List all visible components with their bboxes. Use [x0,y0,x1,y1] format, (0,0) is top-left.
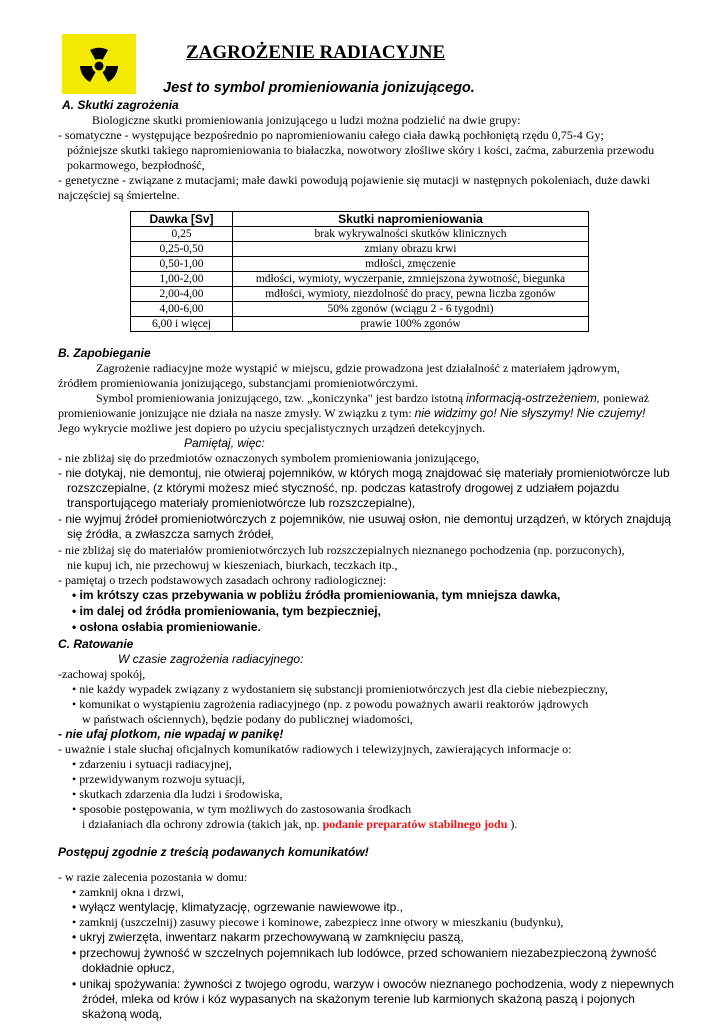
table-row [131,227,589,242]
table-header-cell: Dawka [Sv] [131,212,233,227]
radiation-trefoil-icon [62,34,136,94]
effect-cell: 50% zgonów (wciągu 2 - 6 tygodni) [233,302,589,317]
section-c-heading: C. Ratowanie [58,637,134,651]
dose-cell: 0,50-1,00 [131,257,233,272]
list-item: • przechowuj żywność w szczelnych pojemnikach lub lodówce, przed schowaniem niezabezpieczoną żywność [72,946,657,960]
effect-cell: mdłości, wymioty, wyczerpanie, zmniejszona żywotność, biegunka [233,272,589,287]
section-b-line: Jego wykrycie możliwe jest dopiero po użyciu specjalistycznych urządzeń detekcyjnych. [58,421,486,435]
section-b-line: źródłem promieniowania jonizującego, substancjami promieniotwórczymi. [58,376,418,390]
list-item: rozszczepialne, (z którymi możesz mieć styczność, np. podczas katastrofy drogowej z udziałem pojazdu [67,481,620,495]
table-row [131,287,589,302]
rule-item: • im krótszy czas przebywania w pobliżu źródła promieniowania, tym mniejsza dawka, [72,588,561,602]
list-item: • wyłącz wentylację, klimatyzację, ogrzewanie nawiewowe itp., [72,900,404,914]
section-b-line: Zagrożenie radiacyjne może wystąpić w miejscu, gdzie prowadzona jest działalność z materiałem jądrowym, [96,361,620,375]
effect-cell: zmiany obrazu krwi [233,242,589,257]
table-row [131,302,589,317]
table-row [131,317,589,332]
list-item: skażoną wodą, [82,1007,163,1021]
section-a-line: najczęściej są śmiertelne. [58,188,180,202]
list-item: • nie każdy wypadek związany z wydostaniem się substancji promieniotwórczych jest dla ciebie niebezpieczny, [72,682,608,696]
list-item: - w razie zalecenia pozostania w domu: [58,870,248,884]
section-a-line: późniejsze skutki takiego napromieniowania to białaczka, nowotwory złośliwe skóry i kości, zaćma, zaburzenia przewodu [67,143,655,157]
section-a-line: - somatyczne - występujące bezpośrednio po napromieniowaniu całego ciała dawką pochłoniętą rzędu 0,75-4 Gy; [58,128,604,142]
list-item [82,817,517,832]
list-item: -zachowaj spokój, [58,667,146,681]
list-item: • ukryj zwierzęta, inwentarz nakarm przechowywaną w zamknięciu paszą, [72,930,464,944]
list-item: nie kupuj ich, nie przechowuj w kieszeniach, biurkach, teczkach itp., [67,558,398,572]
list-item: - nie wyjmuj źródeł promieniotwórczych z pojemników, nie usuwaj osłon, nie demontuj urządzeń, w których znajdują [58,512,671,526]
list-item: • skutkach zdarzenia dla ludzi i środowiska, [72,787,283,801]
list-item: źródeł, mleka od krów i kóz wypasanych na skażonym terenie lub karmionych skażoną paszą i pojonych [82,992,635,1006]
text-span: promieniowanie jonizujące nie działa na nasze zmysły. W związku z tym: [58,406,415,420]
dose-cell: 0,25 [131,227,233,242]
dose-cell: 2,00-4,00 [131,287,233,302]
text-span: Symbol promieniowania jonizującego, tzw. „koniczynka" jest bardzo istotną [96,391,467,405]
radiation-logo [62,34,136,94]
list-item: - nie zbliżaj się do materiałów promieniotwórczych lub rozszczepialnych nieznanego pochodzenia (np. porzuconych), [58,543,625,557]
list-item: • zdarzeniu i sytuacji radiacyjnej, [72,757,232,771]
section-a-line: Biologiczne skutki promieniowania jonizującego u ludzi można podzielić na dwie grupy: [92,113,521,127]
rule-item: • im dalej od źródła promieniowania, tym bezpieczniej, [72,604,381,618]
text-span: ponieważ [600,391,650,405]
table-row [131,272,589,287]
page-title: ZAGROŻENIE RADIACYJNE [186,42,446,63]
text-span: ). [507,817,518,831]
list-item: • zamknij (uszczelnij) zasuwy piecowe i kominowe, zabezpiecz inne otwory w mieszkaniu (budynku), [72,915,564,929]
table-row [131,257,589,272]
follow-heading: Postępuj zgodnie z treścią podawanych komunikatów! [58,845,369,859]
section-a-heading: A. Skutki zagrożenia [62,98,179,112]
list-item: • przewidywanym rozwoju sytuacji, [72,772,245,786]
section-b-line [96,391,649,406]
list-item: - pamiętaj o trzech podstawowych zasadach ochrony radiologicznej: [58,573,387,587]
section-c-subheading: W czasie zagrożenia radiacyjnego: [118,652,304,666]
remember-label: Pamiętaj, więc: [184,436,265,450]
warning-emphasis: informacją-ostrzeżeniem, [466,391,601,405]
effect-cell: mdłości, wymioty, niezdolność do pracy, pewna liczba zgonów [233,287,589,302]
dose-cell: 4,00-6,00 [131,302,233,317]
list-item: dokładnie opłucz, [82,961,175,975]
list-item: transportującego materiały promieniotwórcze lub rozszczepialne), [67,496,416,510]
effect-cell: brak wykrywalności skutków klinicznych [233,227,589,242]
list-item: • komunikat o wystąpieniu zagrożenia radiacyjnego (np. z powodu poważnych awarii reaktorów jądrowych [72,697,589,711]
list-item: • zamknij okna i drzwi, [72,885,184,899]
list-item: się źródła, a zwłaszcza samych źródeł, [67,527,274,541]
table-row [131,242,589,257]
list-item: - nie zbliżaj się do przedmiotów oznaczonych symbolem promieniowania jonizującego, [58,451,480,465]
dose-cell: 0,25-0,50 [131,242,233,257]
dose-cell: 6,00 i więcej [131,317,233,332]
effect-cell: prawie 100% zgonów [233,317,589,332]
dose-effects-table [130,211,589,332]
iodine-highlight: podanie preparatów stabilnego jodu [322,817,508,831]
section-a-line: - genetyczne - związane z mutacjami; małe dawki powodują pojawienie się mutacji w następnych pokoleniach, duże dawki [58,173,651,187]
page-subtitle: Jest to symbol promieniowania jonizującego. [163,80,475,96]
list-item: • sposobie postępowania, w tym możliwych do zastosowania środkach [72,802,412,816]
list-item: - uważnie i stale słuchaj oficjalnych komunikatów radiowych i telewizyjnych, zawierających informacje o: [58,742,572,756]
text-span: i działaniach dla ochrony zdrowia (takich jak, np. [82,817,323,831]
senses-emphasis: nie widzimy go! Nie słyszymy! Nie czujemy! [414,406,646,420]
list-item: • unikaj spożywania: żywności z twojego ogrodu, warzyw i owoców nieznanego pochodzenia, wody z niepewnych [72,977,674,991]
effect-cell: mdłości, zmęczenie [233,257,589,272]
section-a-line: pokarmowego, bezpłodność, [67,158,205,172]
section-b-line [58,406,645,421]
rumors-warning: - nie ufaj plotkom, nie wpadaj w panikę! [58,727,284,741]
table-header-row [131,212,589,227]
table-header-cell: Skutki napromieniowania [233,212,589,227]
list-item: w państwach ościennych), będzie podany do publicznej wiadomości, [82,712,413,726]
dose-cell: 1,00-2,00 [131,272,233,287]
rule-item: • osłona osłabia promieniowanie. [72,620,261,634]
list-item: - nie dotykaj, nie demontuj, nie otwieraj pojemników, w których mogą znajdować się materiały promieniotwórcze lub [58,466,670,480]
section-b-heading: B. Zapobieganie [58,346,151,360]
